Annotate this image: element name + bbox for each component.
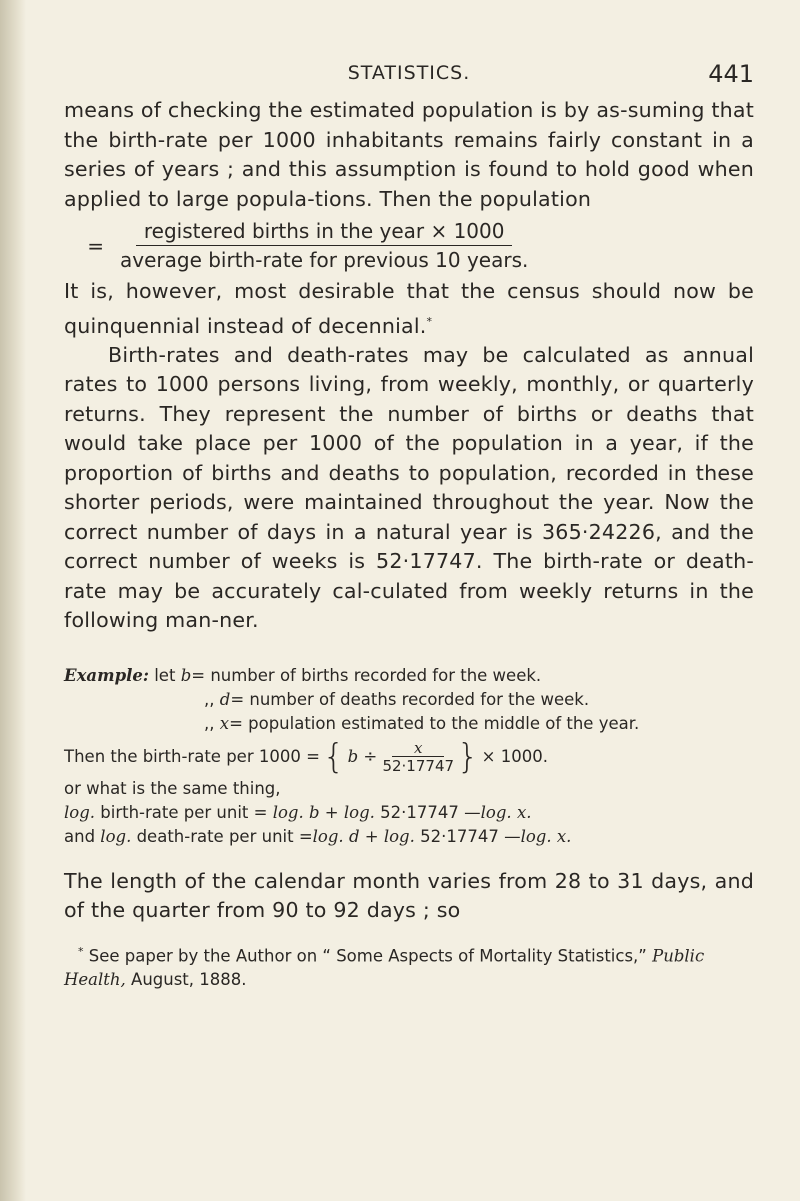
footnote: * See paper by the Author on “ Some Aspects of Mortality Statistics,” Public Health, August, 1888. (64, 944, 705, 990)
example-block (64, 664, 754, 849)
formula-numerator: registered births in the year × 1000 (136, 218, 513, 246)
formula-fraction (112, 218, 536, 273)
birth-rate-formula: Then the birth-rate per 1000 = { b ÷ $\frac{x}{52\cdot 17747}$ } × 1000. (64, 737, 548, 778)
page-header (64, 60, 754, 96)
example-line-2: ,, d= number of deaths recorded for the week. (204, 689, 590, 709)
page-edge-shadow (0, 0, 26, 1201)
footnote-marker: * (426, 314, 433, 328)
population-weeks-fraction: $\frac{x}{52\cdot 17747}$ (382, 738, 455, 775)
example-same-thing: or what is the same thing, (64, 778, 281, 798)
paragraph-2: It is, however, most desirable that the census should now be quinquennial instead of decennial.* (64, 279, 754, 338)
log-death-rate-line: and log. death-rate per unit =log. d + log. 52·17747 —log. x. (64, 826, 572, 846)
example-line-1: Example: let b= number of births recorded for the week. (64, 665, 542, 685)
formula-denominator: average birth-rate for previous 10 years. (120, 248, 529, 272)
paragraph-4: The length of the calendar month varies from 28 to 31 days, and of the quarter from 90 to 92 days ; so (64, 868, 754, 923)
body-text (64, 96, 754, 636)
population-formula (64, 218, 754, 273)
paragraph-3: Birth-rates and death-rates may be calculated as annual rates to 1000 persons living, from weekly, monthly, or quarterly returns. They represent the number of births or deaths that would take place per 1000 of the population in a year, if the proportion of births and deaths to population, recorded in these shorter periods, were maintained throughout the year. Now the correct number of days in a natural year is 365·24226, and the correct number of weeks is 52·17747. The birth-rate or death-rate may be accurately cal-culated from weekly returns in the following man-ner. (64, 342, 754, 633)
page-number: 441 (708, 60, 754, 88)
book-page (64, 60, 754, 992)
example-label: Example: (64, 665, 149, 685)
running-head: STATISTICS. (347, 62, 471, 84)
body-text-lower (64, 867, 754, 926)
example-line-3: ,, x= population estimated to the middle of the year. (204, 713, 640, 733)
formula-equals: = (87, 233, 104, 258)
journal-title: Public Health, (64, 946, 705, 990)
log-birth-rate-line: log. birth-rate per unit = log. b + log. 52·17747 —log. x. (64, 802, 532, 822)
paragraph-1: means of checking the estimated population is by as-suming that the birth-rate per 1000 inhabitants remains fairly constant in a series of years ; and this assumption is found to hold good when applied to large popula-tions. Then the population (64, 98, 754, 211)
